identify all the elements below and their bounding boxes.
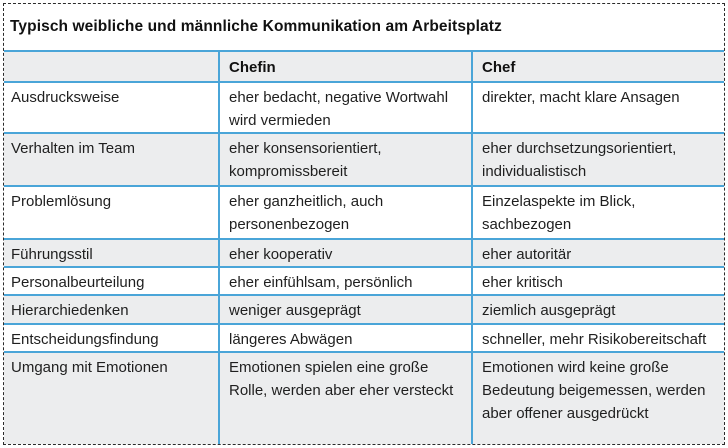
table-frame — [3, 3, 725, 445]
row-label-verhalten-im-team: Verhalten im Team — [4, 132, 218, 185]
cell-chef-ausdrucksweise: direkter, macht klare Ansagen — [471, 81, 724, 132]
cell-chefin-hierarchiedenken: weniger ausgeprägt — [218, 294, 471, 323]
row-label-fuehrungsstil: Führungsstil — [4, 238, 218, 266]
column-header-chef: Chef — [471, 50, 724, 81]
cell-chefin-umgang-mit-emotionen: Emotionen spielen eine große Rolle, werden aber eher versteckt — [218, 351, 471, 444]
comparison-table — [4, 50, 724, 444]
cell-chefin-ausdrucksweise: eher bedacht, negative Wortwahl wird vermieden — [218, 81, 471, 132]
cell-chefin-problemloesung: eher ganzheitlich, auch personenbezogen — [218, 185, 471, 238]
cell-chef-personalbeurteilung: eher kritisch — [471, 266, 724, 294]
row-label-problemloesung: Problemlösung — [4, 185, 218, 238]
cell-chefin-entscheidungsfindung: längeres Abwägen — [218, 323, 471, 351]
column-header-chefin: Chefin — [218, 50, 471, 81]
row-label-umgang-mit-emotionen: Umgang mit Emotionen — [4, 351, 218, 444]
cell-chef-fuehrungsstil: eher autoritär — [471, 238, 724, 266]
table-title-bar — [4, 4, 724, 50]
cell-chefin-fuehrungsstil: eher kooperativ — [218, 238, 471, 266]
row-label-ausdrucksweise: Ausdrucksweise — [4, 81, 218, 132]
row-label-personalbeurteilung: Personalbeurteilung — [4, 266, 218, 294]
table-title: Typisch weibliche und männliche Kommunikation am Arbeitsplatz — [10, 18, 502, 35]
cell-chef-problemloesung: Einzelaspekte im Blick, sachbezogen — [471, 185, 724, 238]
cell-chef-entscheidungsfindung: schneller, mehr Risikobereitschaft — [471, 323, 724, 351]
column-header-empty — [4, 50, 218, 81]
row-label-hierarchiedenken: Hierarchiedenken — [4, 294, 218, 323]
cell-chef-verhalten-im-team: eher durchsetzungsorientiert, individualistisch — [471, 132, 724, 185]
row-label-entscheidungsfindung: Entscheidungsfindung — [4, 323, 218, 351]
cell-chef-umgang-mit-emotionen: Emotionen wird keine große Bedeutung beigemessen, werden aber offener ausgedrückt — [471, 351, 724, 444]
cell-chef-hierarchiedenken: ziemlich ausgeprägt — [471, 294, 724, 323]
cell-chefin-verhalten-im-team: eher konsensorientiert, kompromissbereit — [218, 132, 471, 185]
cell-chefin-personalbeurteilung: eher einfühlsam, persönlich — [218, 266, 471, 294]
